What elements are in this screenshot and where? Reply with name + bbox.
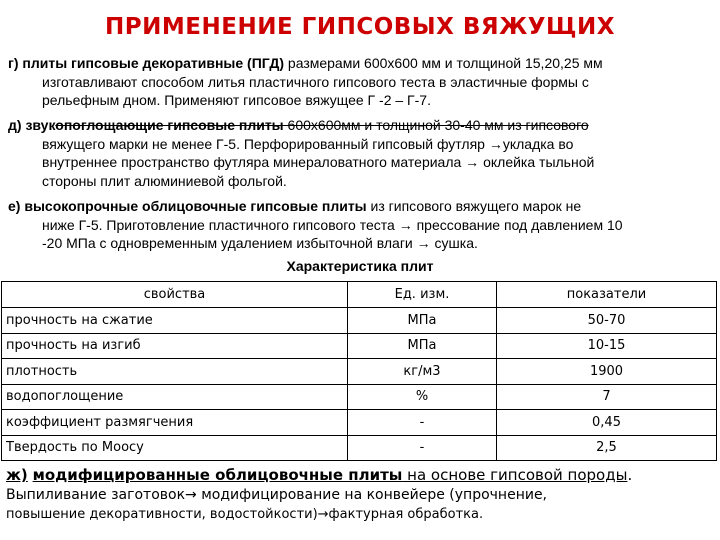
paragraph-e-text-1: из гипсового вяжущего марок не <box>366 198 582 214</box>
paragraph-e-text-2: ниже Г-5. Приготовление пластичного гипсового теста → прессование под давлением 10 <box>42 216 623 233</box>
table-row <box>2 384 717 410</box>
table-cell: 1900 <box>497 359 717 385</box>
paragraph-zh-line-2: Выпиливание заготовок→ модифицирование на конвейере (упрочнение, <box>6 487 548 503</box>
table-row <box>2 435 717 461</box>
table-cell: кг/м3 <box>348 359 497 385</box>
paragraph-d-term-b: опоглощающие гипсовые плиты <box>55 117 284 133</box>
table-cell: Твердость по Моосу <box>2 435 348 461</box>
paragraph-e-text-3: -20 МПа с одновременным удалением избыточной влаги → сушка. <box>42 235 478 251</box>
table-cell: 7 <box>497 384 717 410</box>
table-cell: МПа <box>348 308 497 334</box>
paragraph-d-label: д) <box>8 117 22 133</box>
table-cell: - <box>348 435 497 461</box>
paragraph-zh-dot: . <box>627 466 633 484</box>
slide-title: ПРИМЕНЕНИЕ ГИПСОВЫХ ВЯЖУЩИХ <box>105 14 615 40</box>
paragraph-e <box>8 197 708 253</box>
paragraph-zh-line-3: повышение декоративности, водостойкости)→фактурная обработка. <box>6 507 484 522</box>
properties-table <box>1 281 717 461</box>
table-cell: МПа <box>348 333 497 359</box>
table-cell: % <box>348 384 497 410</box>
table-cell: водопоглощение <box>2 384 348 410</box>
paragraph-zh <box>6 465 716 525</box>
table-cell: 10-15 <box>497 333 717 359</box>
paragraph-e-term: высокопрочные облицовочные гипсовые плиты <box>24 198 367 214</box>
table-row <box>2 359 717 385</box>
paragraph-g-text-1: размерами 600х600 мм и толщиной 15,20,25 мм <box>284 55 603 71</box>
table-cell: прочность на изгиб <box>2 333 348 359</box>
paragraph-e-label: е) <box>8 198 21 214</box>
table-cell: 50-70 <box>497 308 717 334</box>
table-cell: 0,45 <box>497 410 717 436</box>
table-header-cell: свойства <box>2 282 348 308</box>
paragraph-d-term-a: звук <box>25 117 56 133</box>
paragraph-g-line-1 <box>8 54 708 73</box>
table-cell: плотность <box>2 359 348 385</box>
table-row <box>2 333 717 359</box>
table-cell: коэффициент размягчения <box>2 410 348 436</box>
paragraph-g-text-3: рельефным дном. Применяют гипсовое вяжущее Г -2 – Г-7. <box>42 92 431 108</box>
paragraph-d-text-2: вяжущего марки не менее Г-5. Перфорированный гипсовый футляр →укладка во <box>42 135 574 152</box>
paragraph-g-term: плиты гипсовые декоративные (ПГД) <box>22 55 285 71</box>
paragraph-d-size: 600х600мм <box>283 117 361 133</box>
paragraph-g <box>8 54 708 110</box>
paragraph-zh-label: ж) <box>6 466 28 484</box>
paragraph-d-text-1: и толщиной 30-40 мм из гипсового <box>360 117 589 133</box>
table-cell: 2,5 <box>497 435 717 461</box>
paragraph-zh-text-1: на основе гипсовой породы <box>402 466 628 484</box>
table-title: Характеристика плит <box>286 258 434 274</box>
table-cell: прочность на сжатие <box>2 308 348 334</box>
table-cell: - <box>348 410 497 436</box>
table-row <box>2 410 717 436</box>
table-header-cell: показатели <box>497 282 717 308</box>
paragraph-zh-line-1 <box>6 465 716 485</box>
paragraph-d-line-1 <box>8 116 708 135</box>
paragraph-g-text-2: изготавливают способом литья пластичного гипсового теста в эластичные формы с <box>42 73 589 90</box>
table-row <box>2 308 717 334</box>
paragraph-e-line-1 <box>8 197 708 216</box>
table-header-row <box>2 282 717 308</box>
paragraph-d <box>8 116 708 190</box>
paragraph-zh-term: модифицированные облицовочные плиты <box>32 466 403 484</box>
table-header-cell: Ед. изм. <box>348 282 497 308</box>
paragraph-g-label: г) <box>8 55 19 71</box>
paragraph-d-text-3: внутреннее пространство футляра минераловатного материала → оклейка тыльной <box>42 154 595 170</box>
paragraph-d-text-4: стороны плит алюминиевой фольгой. <box>42 172 287 189</box>
